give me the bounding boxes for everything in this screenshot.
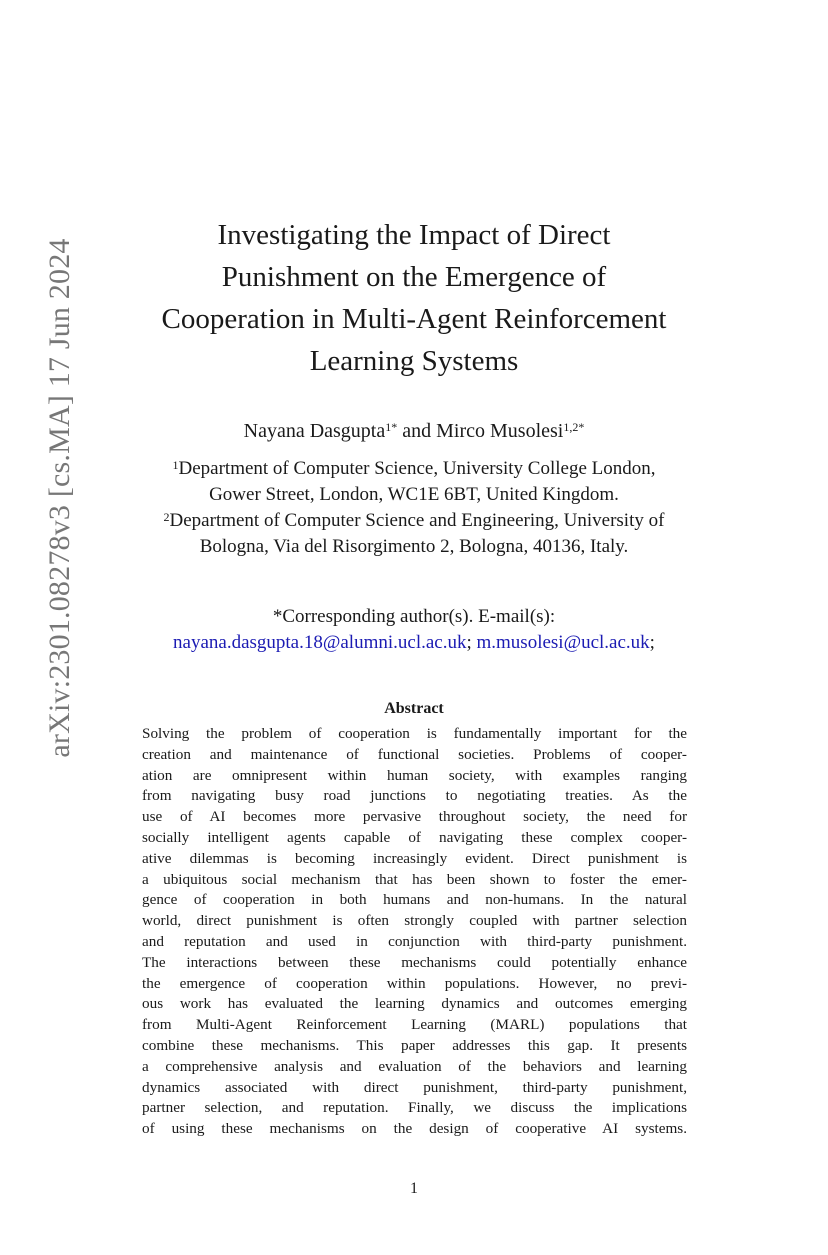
email-separator: ; bbox=[649, 632, 655, 653]
abstract-line: partner selection, and reputation. Finally, we discuss the implications bbox=[142, 1099, 687, 1117]
title-line: Learning Systems bbox=[309, 345, 519, 377]
affiliation-2-line2: Bologna, Via del Risorgimento 2, Bologna, 40136, Italy. bbox=[199, 536, 629, 557]
abstract-line: Solving the problem of cooperation is fundamentally important for the bbox=[142, 725, 687, 742]
abstract-line: ous work has evaluated the learning dynamics and outcomes emerging bbox=[142, 995, 687, 1013]
affil-marker: 1 bbox=[172, 458, 179, 472]
abstract-line: The interactions between these mechanisms could potentially enhance bbox=[142, 953, 687, 971]
email-link[interactable]: m.musolesi@ucl.ac.uk bbox=[476, 632, 650, 653]
email-list bbox=[100, 630, 728, 656]
arxiv-stamp-text: arXiv:2301.08278v3 [cs.MA] 17 Jun 2024 bbox=[43, 238, 76, 758]
abstract-line: combine these mechanisms. This paper addresses this gap. It presents bbox=[142, 1036, 687, 1054]
abstract-line: from navigating busy road junctions to negotiating treaties. As the bbox=[142, 787, 687, 805]
affil-marker: 2 bbox=[163, 510, 170, 524]
abstract-line: socially intelligent agents capable of navigating these complex cooper- bbox=[142, 828, 687, 846]
author-list bbox=[100, 417, 728, 445]
author-name: Nayana Dasgupta bbox=[243, 420, 386, 442]
abstract-heading: Abstract bbox=[384, 700, 444, 717]
abstract-line: use of AI becomes more pervasive throughout society, the need for bbox=[142, 808, 687, 826]
affil-text: Department of Computer Science and Engineering, University of bbox=[169, 510, 665, 531]
abstract-line: and reputation and used in conjunction with third-party punishment. bbox=[142, 932, 687, 950]
affil-text: Department of Computer Science, University College London, bbox=[178, 458, 656, 479]
title-line: Cooperation in Multi-Agent Reinforcement bbox=[161, 303, 667, 335]
affiliation-1-line1 bbox=[90, 456, 738, 482]
abstract-body bbox=[142, 724, 687, 1140]
abstract-line: a ubiquitous social mechanism that has been shown to foster the emer- bbox=[142, 870, 687, 888]
abstract-line: the emergence of cooperation within populations. However, no previ- bbox=[142, 974, 687, 992]
affiliation-1-line2: Gower Street, London, WC1E 6BT, United Kingdom. bbox=[209, 484, 619, 505]
abstract-line: of using these mechanisms on the design of cooperative AI systems. bbox=[142, 1120, 687, 1138]
abstract-line: dynamics associated with direct punishment, third-party punishment, bbox=[142, 1078, 687, 1096]
abstract-line: ative dilemmas is becoming increasingly evident. Direct punishment is bbox=[142, 849, 687, 867]
abstract-line: a comprehensive analysis and evaluation of the behaviors and learning bbox=[142, 1057, 687, 1075]
email-separator: ; bbox=[466, 632, 477, 653]
affiliation-2-line1 bbox=[90, 508, 738, 534]
title-line: Investigating the Impact of Direct bbox=[217, 219, 611, 251]
affiliations bbox=[90, 456, 738, 560]
author-affil-marker: 1,2* bbox=[563, 420, 585, 434]
abstract-line: world, direct punishment is often strongly coupled with partner selection bbox=[142, 912, 687, 930]
author-name: Mirco Musolesi bbox=[436, 420, 564, 442]
abstract-line: gence of cooperation in both humans and non-humans. In the natural bbox=[142, 891, 687, 909]
author-affil-marker: 1* bbox=[385, 420, 398, 434]
page-number: 1 bbox=[410, 1180, 418, 1197]
paper-title bbox=[100, 214, 728, 382]
author-conjunction: and bbox=[397, 420, 437, 442]
abstract-line: ation are omnipresent within human society, with examples ranging bbox=[142, 766, 687, 784]
abstract-line: from Multi-Agent Reinforcement Learning (MARL) populations that bbox=[142, 1016, 687, 1034]
arxiv-stamp bbox=[40, 168, 80, 828]
email-link[interactable]: nayana.dasgupta.18@alumni.ucl.ac.uk bbox=[173, 632, 467, 653]
corresponding-authors bbox=[100, 604, 728, 656]
corresponding-label: *Corresponding author(s). E-mail(s): bbox=[272, 606, 556, 627]
abstract-line: creation and maintenance of functional societies. Problems of cooper- bbox=[142, 745, 687, 763]
title-line: Punishment on the Emergence of bbox=[221, 261, 607, 293]
